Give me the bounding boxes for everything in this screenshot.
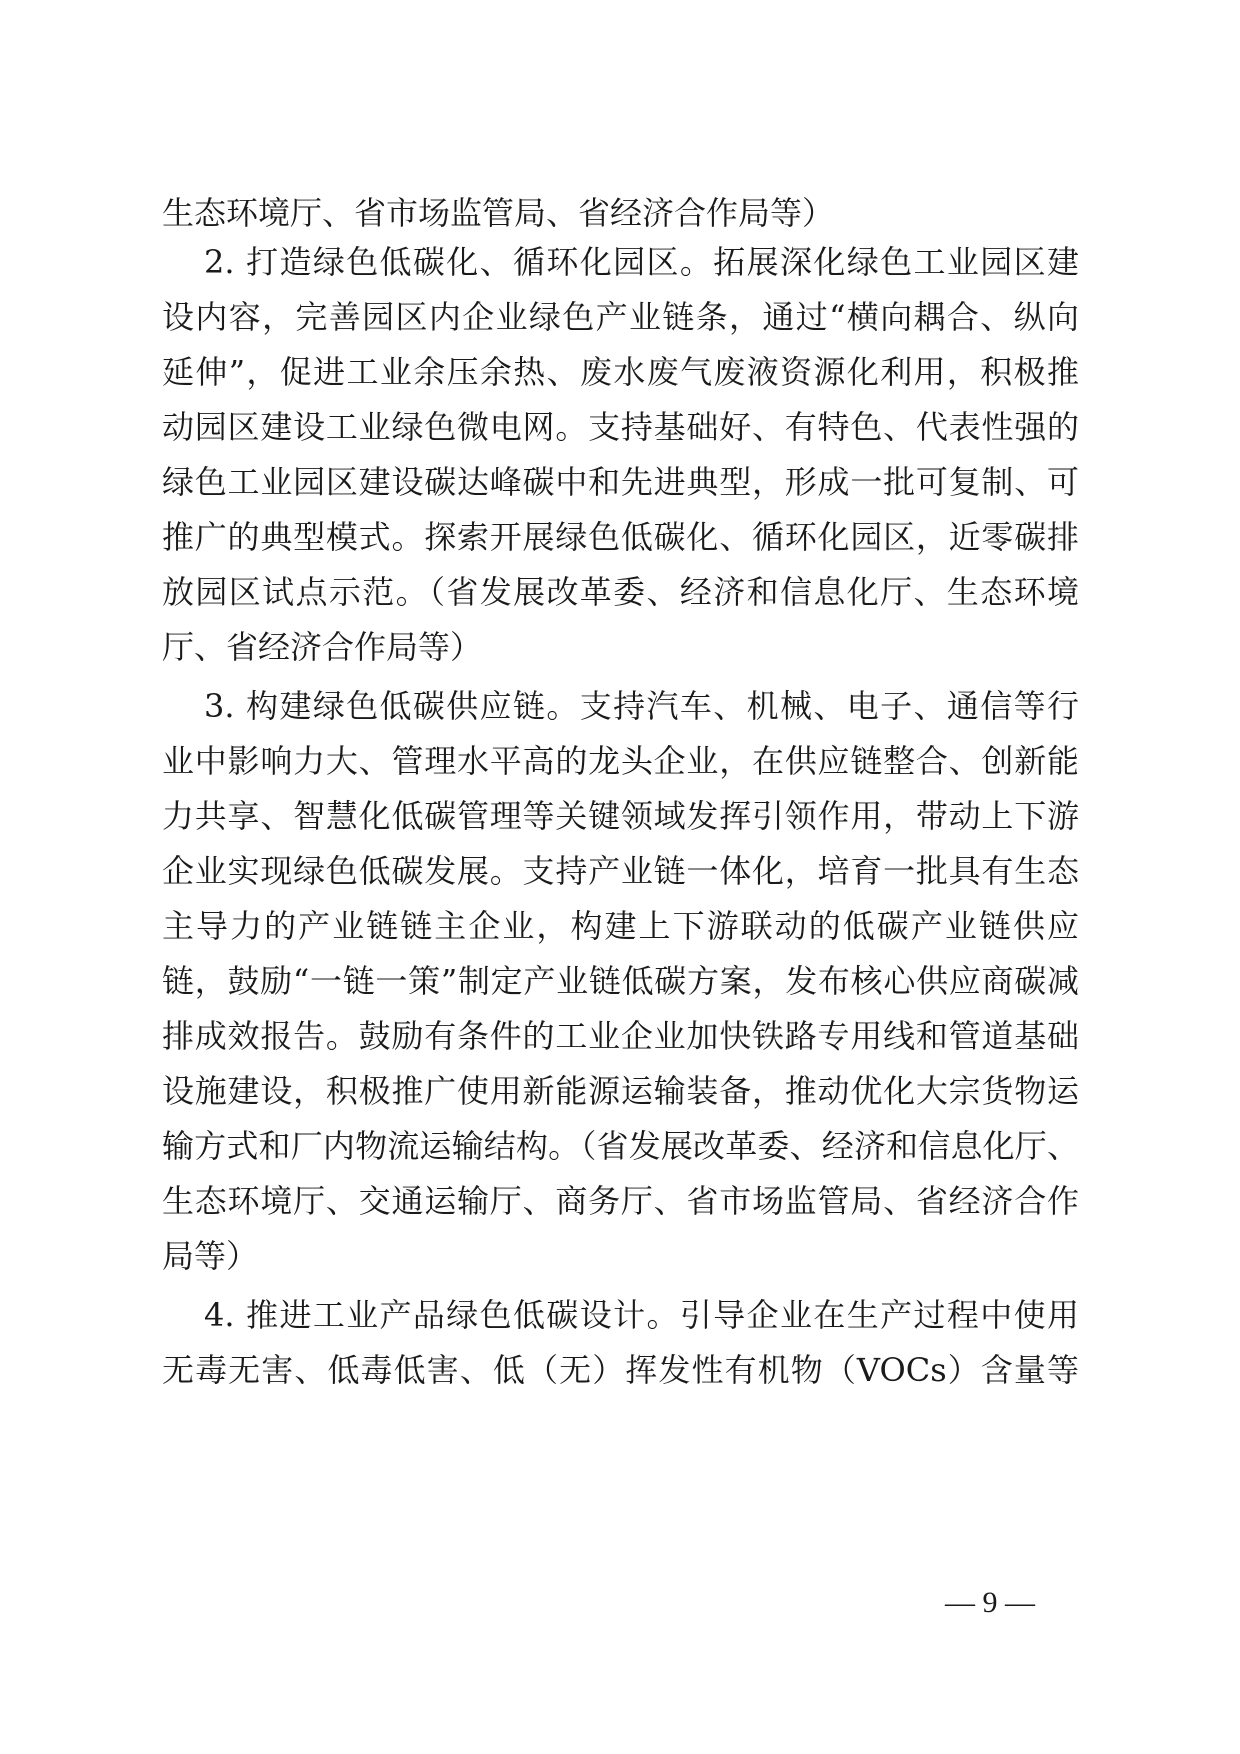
text-line: 无毒无害、低毒低害、低（无）挥发性有机物（VOCs）含量等: [162, 1351, 1079, 1389]
text-line: 延伸”，促进工业余压余热、废水废气废液资源化利用，积极推: [162, 353, 1079, 391]
text-line: 推广的典型模式。探索开展绿色低碳化、循环化园区，近零碳排: [162, 518, 1079, 556]
text-line: 业中影响力大、管理水平高的龙头企业，在供应链整合、创新能: [162, 742, 1079, 780]
text-line: 力共享、智慧化低碳管理等关键领域发挥引领作用，带动上下游: [162, 797, 1079, 835]
text-line: 设施建设，积极推广使用新能源运输装备，推动优化大宗货物运: [162, 1072, 1079, 1110]
text-line: 放园区试点示范。（省发展改革委、经济和信息化厅、生态环境: [162, 573, 1079, 611]
text-line: 绿色工业园区建设碳达峰碳中和先进典型，形成一批可复制、可: [162, 463, 1079, 501]
page-number: — 9 —: [945, 1586, 1035, 1619]
text-line: 生态环境厅、交通运输厅、商务厅、省市场监管局、省经济合作: [162, 1182, 1079, 1220]
text-line: 局等）: [162, 1237, 259, 1275]
text-line: 输方式和厂内物流运输结构。（省发展改革委、经济和信息化厅、: [162, 1127, 1079, 1165]
text-line: 设内容，完善园区内企业绿色产业链条，通过“横向耦合、纵向: [162, 298, 1079, 336]
text-line: 链，鼓励“一链一策”制定产业链低碳方案，发布核心供应商碳减: [162, 962, 1079, 1000]
text-line: 企业实现绿色低碳发展。支持产业链一体化，培育一批具有生态: [162, 852, 1079, 890]
text-line: 3. 构建绿色低碳供应链。支持汽车、机械、电子、通信等行: [204, 687, 1079, 725]
text-line: 厅、省经济合作局等）: [162, 628, 483, 666]
text-line: 2. 打造绿色低碳化、循环化园区。拓展深化绿色工业园区建: [204, 243, 1079, 281]
text-line: 排成效报告。鼓励有条件的工业企业加快铁路专用线和管道基础: [162, 1017, 1079, 1055]
text-line: 4. 推进工业产品绿色低碳设计。引导企业在生产过程中使用: [204, 1296, 1079, 1334]
text-line: 生态环境厅、省市场监管局、省经济合作局等）: [162, 194, 835, 232]
text-line: 主导力的产业链链主企业，构建上下游联动的低碳产业链供应: [162, 907, 1079, 945]
text-line: 动园区建设工业绿色微电网。支持基础好、有特色、代表性强的: [162, 408, 1079, 446]
